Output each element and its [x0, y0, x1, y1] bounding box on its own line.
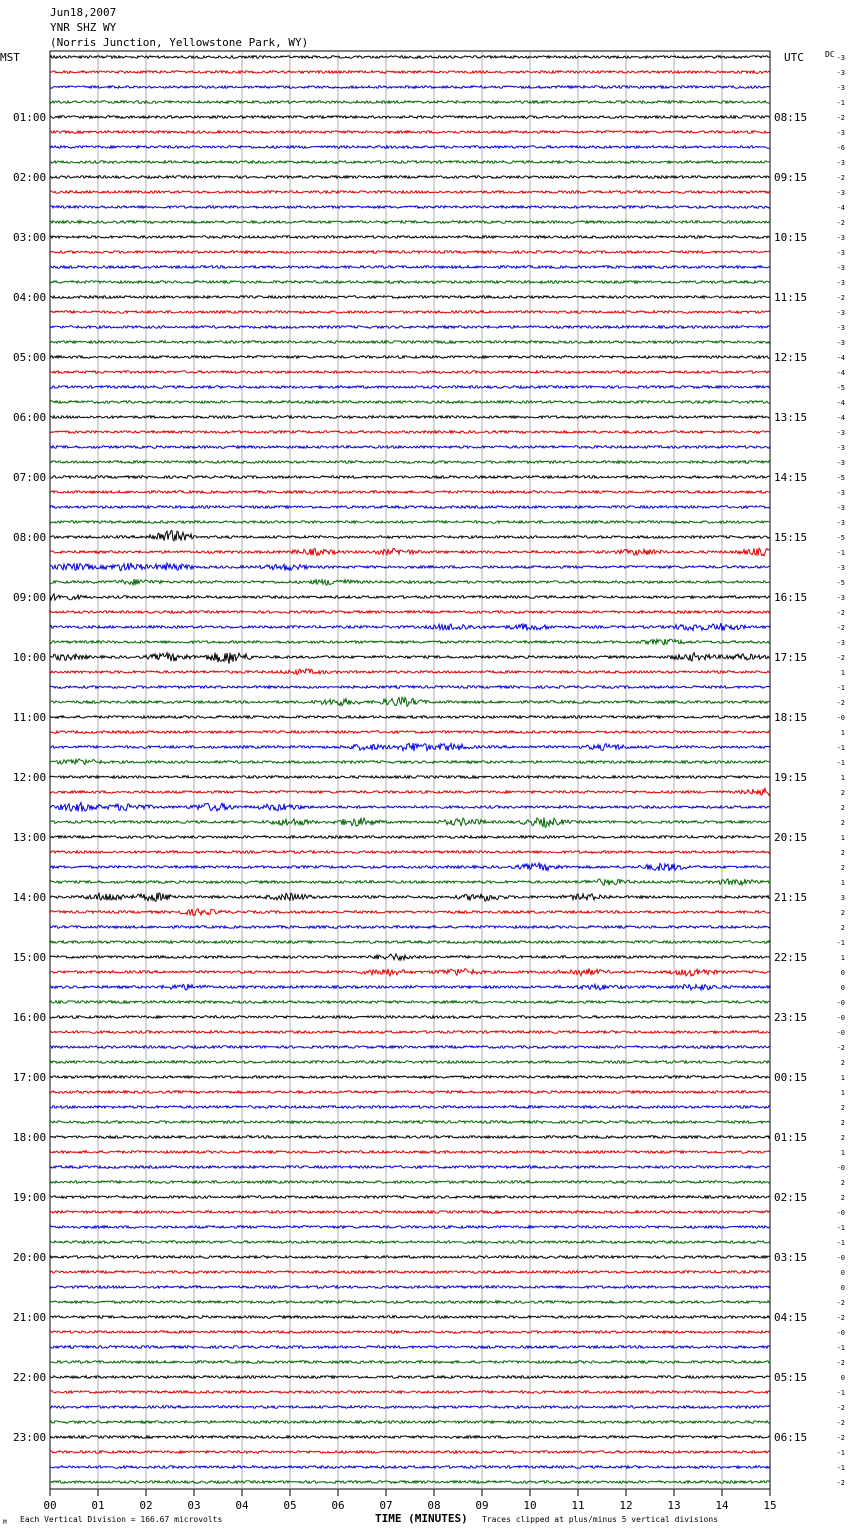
dc-offset-row-36: -3 [836, 594, 845, 602]
trace-row-94 [50, 1466, 770, 1469]
trace-row-78 [50, 1226, 770, 1229]
trace-row-43 [50, 697, 770, 706]
trace-row-31 [50, 521, 770, 524]
trace-row-71 [50, 1121, 770, 1124]
mst-label-20:00: 20:00 [13, 1251, 47, 1264]
trace-row-35 [50, 579, 770, 585]
dc-offset-row-15: -3 [836, 279, 845, 287]
mst-label-16:00: 16:00 [13, 1011, 47, 1024]
mst-label-07:00: 07:00 [13, 471, 47, 484]
trace-row-23 [50, 401, 770, 404]
dc-offset-row-3: -1 [836, 99, 845, 107]
dc-offset-row-94: -1 [836, 1464, 845, 1472]
dc-offset-row-7: -3 [836, 159, 845, 167]
dc-offset-row-45: 1 [840, 729, 845, 737]
trace-row-5 [50, 131, 770, 134]
dc-offset-row-72: 2 [840, 1134, 845, 1142]
trace-row-67 [50, 1061, 770, 1064]
utc-axis-label: UTC [784, 51, 804, 64]
mst-label-13:00: 13:00 [13, 831, 47, 844]
utc-label-19:15: 19:15 [774, 771, 808, 784]
mst-label-19:00: 19:00 [13, 1191, 47, 1204]
dc-offset-row-70: 2 [840, 1104, 845, 1112]
dc-offset-row-8: -2 [836, 174, 845, 182]
mst-label-11:00: 11:00 [13, 711, 47, 724]
dc-offset-row-10: -4 [836, 204, 845, 212]
trace-row-87 [50, 1361, 770, 1364]
dc-offset-row-41: 1 [840, 669, 845, 677]
dc-offset-row-38: -2 [836, 624, 845, 632]
trace-row-75 [50, 1181, 770, 1184]
trace-row-36 [50, 594, 770, 600]
dc-offset-row-83: -2 [836, 1299, 845, 1307]
trace-row-92 [50, 1436, 770, 1439]
dc-offset-row-14: -3 [836, 264, 845, 272]
trace-row-93 [50, 1451, 770, 1454]
utc-label-15:15: 15:15 [774, 531, 808, 544]
trace-row-56 [50, 893, 770, 902]
dc-offset-row-16: -2 [836, 294, 845, 302]
x-tick-label-01: 01 [91, 1499, 105, 1512]
trace-row-1 [50, 71, 770, 74]
trace-row-21 [50, 371, 770, 374]
trace-row-80 [50, 1256, 770, 1259]
trace-row-65 [50, 1031, 770, 1034]
trace-row-18 [50, 326, 770, 329]
utc-label-20:15: 20:15 [774, 831, 808, 844]
scale-note: Each Vertical Division = 166.67 microvolts [20, 1515, 223, 1524]
dc-offset-row-24: -4 [836, 414, 845, 422]
trace-row-39 [50, 639, 770, 645]
trace-row-37 [50, 611, 770, 614]
trace-row-8 [50, 176, 770, 179]
dc-offset-row-27: -3 [836, 459, 845, 467]
trace-row-26 [50, 446, 770, 449]
trace-row-0 [50, 56, 770, 59]
trace-row-27 [50, 461, 770, 464]
dc-offset-row-1: -3 [836, 69, 845, 77]
dc-offset-row-29: -3 [836, 489, 845, 497]
trace-row-72 [50, 1136, 770, 1139]
dc-offset-row-60: 1 [840, 954, 845, 962]
dc-offset-row-81: 0 [840, 1269, 845, 1277]
dc-offset-row-68: 1 [840, 1074, 845, 1082]
mst-label-12:00: 12:00 [13, 771, 47, 784]
trace-row-79 [50, 1241, 770, 1244]
dc-offset-row-25: -3 [836, 429, 845, 437]
utc-label-10:15: 10:15 [774, 231, 808, 244]
dc-offset-row-93: -1 [836, 1449, 845, 1457]
utc-label-23:15: 23:15 [774, 1011, 808, 1024]
dc-offset-labels [837, 54, 845, 1487]
x-tick-label-04: 04 [235, 1499, 249, 1512]
trace-row-84 [50, 1316, 770, 1319]
dc-offset-row-34: -3 [836, 564, 845, 572]
utc-label-04:15: 04:15 [774, 1311, 808, 1324]
dc-offset-row-19: -3 [836, 339, 845, 347]
utc-label-16:15: 16:15 [774, 591, 808, 604]
dc-offset-row-11: -2 [836, 219, 845, 227]
trace-row-81 [50, 1271, 770, 1274]
trace-row-61 [50, 968, 770, 976]
trace-row-46 [50, 743, 770, 751]
dc-offset-row-58: 2 [840, 924, 845, 932]
dc-offset-row-78: -1 [836, 1224, 845, 1232]
dc-offset-row-20: -4 [836, 354, 845, 362]
trace-row-3 [50, 101, 770, 104]
trace-row-64 [50, 1016, 770, 1019]
dc-offset-row-87: -2 [836, 1359, 845, 1367]
dc-offset-row-56: 3 [840, 894, 845, 902]
trace-row-4 [50, 116, 770, 119]
dc-offset-row-59: -1 [836, 939, 845, 947]
seismic-traces [50, 56, 770, 1484]
trace-row-48 [50, 776, 770, 779]
trace-row-58 [50, 926, 770, 929]
mst-label-09:00: 09:00 [13, 591, 47, 604]
utc-label-18:15: 18:15 [774, 711, 808, 724]
trace-row-30 [50, 506, 770, 509]
utc-label-00:15: 00:15 [774, 1071, 808, 1084]
x-tick-label-08: 08 [427, 1499, 441, 1512]
dc-offset-row-31: -3 [836, 519, 845, 527]
utc-hour-labels [774, 111, 807, 1444]
dc-offset-row-4: -2 [836, 114, 845, 122]
dc-offset-row-86: -1 [836, 1344, 845, 1352]
mst-label-02:00: 02:00 [13, 171, 47, 184]
trace-row-29 [50, 491, 770, 494]
dc-offset-row-90: -2 [836, 1404, 845, 1412]
clip-note: Traces clipped at plus/minus 5 vertical divisions [482, 1515, 719, 1524]
station-location: (Norris Junction, Yellowstone Park, WY) [50, 36, 309, 49]
utc-label-17:15: 17:15 [774, 651, 808, 664]
mst-label-18:00: 18:00 [13, 1131, 47, 1144]
x-tick-label-10: 10 [523, 1499, 537, 1512]
dc-offset-row-21: -4 [836, 369, 845, 377]
trace-row-28 [50, 476, 770, 479]
utc-label-01:15: 01:15 [774, 1131, 808, 1144]
dc-offset-row-46: -1 [836, 744, 845, 752]
dc-offset-row-33: -1 [836, 549, 845, 557]
trace-row-57 [50, 909, 770, 916]
dc-offset-row-42: -1 [836, 684, 845, 692]
dc-offset-row-66: -2 [836, 1044, 845, 1052]
dc-offset-row-30: -3 [836, 504, 845, 512]
x-tick-label-05: 05 [283, 1499, 297, 1512]
mst-label-08:00: 08:00 [13, 531, 47, 544]
mst-label-06:00: 06:00 [13, 411, 47, 424]
trace-row-42 [50, 686, 770, 689]
x-tick-label-14: 14 [715, 1499, 729, 1512]
x-tick-label-15: 15 [763, 1499, 777, 1512]
dc-offset-row-49: 2 [840, 789, 845, 797]
trace-row-33 [50, 548, 770, 556]
dc-offset-row-13: -3 [836, 249, 845, 257]
trace-row-45 [50, 731, 770, 734]
x-tick-label-09: 09 [475, 1499, 489, 1512]
mst-hour-labels [13, 111, 46, 1444]
dc-offset-row-0: -3 [836, 54, 845, 62]
trace-row-47 [50, 759, 770, 765]
dc-offset-row-73: 1 [840, 1149, 845, 1157]
mst-axis-label: MST [0, 51, 20, 64]
dc-offset-row-92: -2 [836, 1434, 845, 1442]
mst-label-17:00: 17:00 [13, 1071, 47, 1084]
trace-row-73 [50, 1151, 770, 1154]
dc-offset-row-51: 2 [840, 819, 845, 827]
trace-row-76 [50, 1196, 770, 1199]
trace-row-15 [50, 281, 770, 284]
dc-offset-row-71: 2 [840, 1119, 845, 1127]
x-tick-label-06: 06 [331, 1499, 345, 1512]
trace-row-86 [50, 1346, 770, 1349]
dc-offset-row-79: -1 [836, 1239, 845, 1247]
utc-label-21:15: 21:15 [774, 891, 808, 904]
utc-label-11:15: 11:15 [774, 291, 808, 304]
trace-row-68 [50, 1076, 770, 1079]
dc-offset-row-95: -2 [836, 1479, 845, 1487]
dc-offset-row-75: 2 [840, 1179, 845, 1187]
x-tick-label-07: 07 [379, 1499, 393, 1512]
dc-offset-row-74: -0 [836, 1164, 845, 1172]
mst-label-05:00: 05:00 [13, 351, 47, 364]
mst-label-03:00: 03:00 [13, 231, 47, 244]
dc-offset-row-89: -1 [836, 1389, 845, 1397]
dc-offset-row-35: -5 [836, 579, 845, 587]
trace-row-53 [50, 851, 770, 854]
trace-row-95 [50, 1481, 770, 1484]
dc-offset-row-64: -0 [836, 1014, 845, 1022]
trace-row-16 [50, 296, 770, 299]
utc-label-22:15: 22:15 [774, 951, 808, 964]
trace-row-22 [50, 386, 770, 389]
dc-offset-row-62: 0 [840, 984, 845, 992]
trace-row-2 [50, 86, 770, 89]
x-axis-ticks [43, 1489, 776, 1512]
utc-label-09:15: 09:15 [774, 171, 808, 184]
trace-row-63 [50, 1001, 770, 1004]
dc-offset-row-80: -0 [836, 1254, 845, 1262]
trace-row-25 [50, 431, 770, 434]
trace-row-59 [50, 941, 770, 944]
trace-row-66 [50, 1046, 770, 1049]
trace-row-41 [50, 669, 770, 675]
dc-offset-row-85: -0 [836, 1329, 845, 1337]
dc-offset-row-77: -0 [836, 1209, 845, 1217]
dc-offset-row-37: -2 [836, 609, 845, 617]
dc-offset-row-5: -3 [836, 129, 845, 137]
dc-offset-row-50: 2 [840, 804, 845, 812]
mst-label-21:00: 21:00 [13, 1311, 47, 1324]
trace-row-6 [50, 146, 770, 149]
dc-offset-row-22: -5 [836, 384, 845, 392]
x-tick-label-13: 13 [667, 1499, 681, 1512]
trace-row-89 [50, 1391, 770, 1394]
trace-row-55 [50, 879, 770, 885]
utc-label-08:15: 08:15 [774, 111, 808, 124]
trace-row-51 [50, 817, 770, 827]
trace-row-54 [50, 863, 770, 871]
x-tick-label-11: 11 [571, 1499, 585, 1512]
trace-row-50 [50, 803, 770, 812]
x-tick-label-02: 02 [139, 1499, 153, 1512]
trace-row-74 [50, 1166, 770, 1169]
dc-offset-row-6: -6 [836, 144, 845, 152]
dc-offset-row-12: -3 [836, 234, 845, 242]
dc-offset-row-67: 2 [840, 1059, 845, 1067]
trace-row-62 [50, 984, 770, 990]
x-tick-label-00: 00 [43, 1499, 57, 1512]
dc-offset-row-23: -4 [836, 399, 845, 407]
utc-label-13:15: 13:15 [774, 411, 808, 424]
trace-row-32 [50, 531, 770, 541]
trace-row-70 [50, 1106, 770, 1109]
utc-label-05:15: 05:15 [774, 1371, 808, 1384]
mst-label-14:00: 14:00 [13, 891, 47, 904]
chart-title-date: Jun18,2007 [50, 6, 117, 19]
mst-label-15:00: 15:00 [13, 951, 47, 964]
dc-offset-row-63: -0 [836, 999, 845, 1007]
trace-row-83 [50, 1301, 770, 1304]
dc-offset-row-91: -2 [836, 1419, 845, 1427]
trace-row-49 [50, 788, 770, 795]
dc-offset-row-17: -3 [836, 309, 845, 317]
dc-offset-row-55: 1 [840, 879, 845, 887]
dc-offset-row-76: 2 [840, 1194, 845, 1202]
dc-offset-row-32: -5 [836, 534, 845, 542]
trace-row-14 [50, 266, 770, 269]
trace-row-20 [50, 356, 770, 359]
x-tick-label-12: 12 [619, 1499, 633, 1512]
dc-offset-row-2: -3 [836, 84, 845, 92]
dc-offset-row-53: 2 [840, 849, 845, 857]
trace-row-90 [50, 1406, 770, 1409]
dc-offset-row-52: 1 [840, 834, 845, 842]
trace-row-24 [50, 416, 770, 419]
dc-offset-row-54: 2 [840, 864, 845, 872]
utc-label-02:15: 02:15 [774, 1191, 808, 1204]
dc-offset-row-57: 2 [840, 909, 845, 917]
trace-row-13 [50, 251, 770, 254]
dc-column-label: DC [825, 50, 835, 59]
dc-offset-row-9: -3 [836, 189, 845, 197]
trace-row-9 [50, 191, 770, 194]
x-tick-label-03: 03 [187, 1499, 201, 1512]
trace-row-17 [50, 311, 770, 314]
dc-offset-row-65: -0 [836, 1029, 845, 1037]
trace-row-40 [50, 653, 770, 664]
station-code: YNR SHZ WY [50, 21, 117, 34]
mst-label-23:00: 23:00 [13, 1431, 47, 1444]
trace-row-82 [50, 1286, 770, 1289]
trace-row-34 [50, 563, 770, 571]
x-axis-title: TIME (MINUTES) [375, 1512, 468, 1525]
trace-row-52 [50, 836, 770, 839]
dc-offset-row-28: -5 [836, 474, 845, 482]
mst-label-22:00: 22:00 [13, 1371, 47, 1384]
dc-offset-row-39: -3 [836, 639, 845, 647]
dc-offset-row-44: -0 [836, 714, 845, 722]
dc-offset-row-18: -3 [836, 324, 845, 332]
utc-label-14:15: 14:15 [774, 471, 808, 484]
utc-label-03:15: 03:15 [774, 1251, 808, 1264]
trace-row-11 [50, 221, 770, 224]
mst-label-04:00: 04:00 [13, 291, 47, 304]
dc-offset-row-47: -1 [836, 759, 845, 767]
trace-row-19 [50, 341, 770, 344]
trace-row-44 [50, 716, 770, 719]
trace-row-91 [50, 1421, 770, 1424]
trace-row-7 [50, 161, 770, 164]
dc-offset-row-69: 1 [840, 1089, 845, 1097]
trace-row-10 [50, 206, 770, 209]
mst-label-10:00: 10:00 [13, 651, 47, 664]
dc-offset-row-48: 1 [840, 774, 845, 782]
utc-label-12:15: 12:15 [774, 351, 808, 364]
dc-offset-row-40: -2 [836, 654, 845, 662]
trace-row-85 [50, 1331, 770, 1334]
mst-label-01:00: 01:00 [13, 111, 47, 124]
dc-offset-row-26: -3 [836, 444, 845, 452]
dc-offset-row-88: 0 [840, 1374, 845, 1382]
corner-mark: M [3, 1519, 7, 1526]
trace-row-38 [50, 623, 770, 631]
utc-label-06:15: 06:15 [774, 1431, 808, 1444]
trace-row-69 [50, 1091, 770, 1094]
dc-offset-row-43: -2 [836, 699, 845, 707]
trace-row-12 [50, 236, 770, 239]
trace-row-88 [50, 1376, 770, 1379]
trace-row-77 [50, 1211, 770, 1214]
dc-offset-row-61: 0 [840, 969, 845, 977]
dc-offset-row-84: -2 [836, 1314, 845, 1322]
trace-row-60 [50, 954, 770, 960]
dc-offset-row-82: 0 [840, 1284, 845, 1292]
